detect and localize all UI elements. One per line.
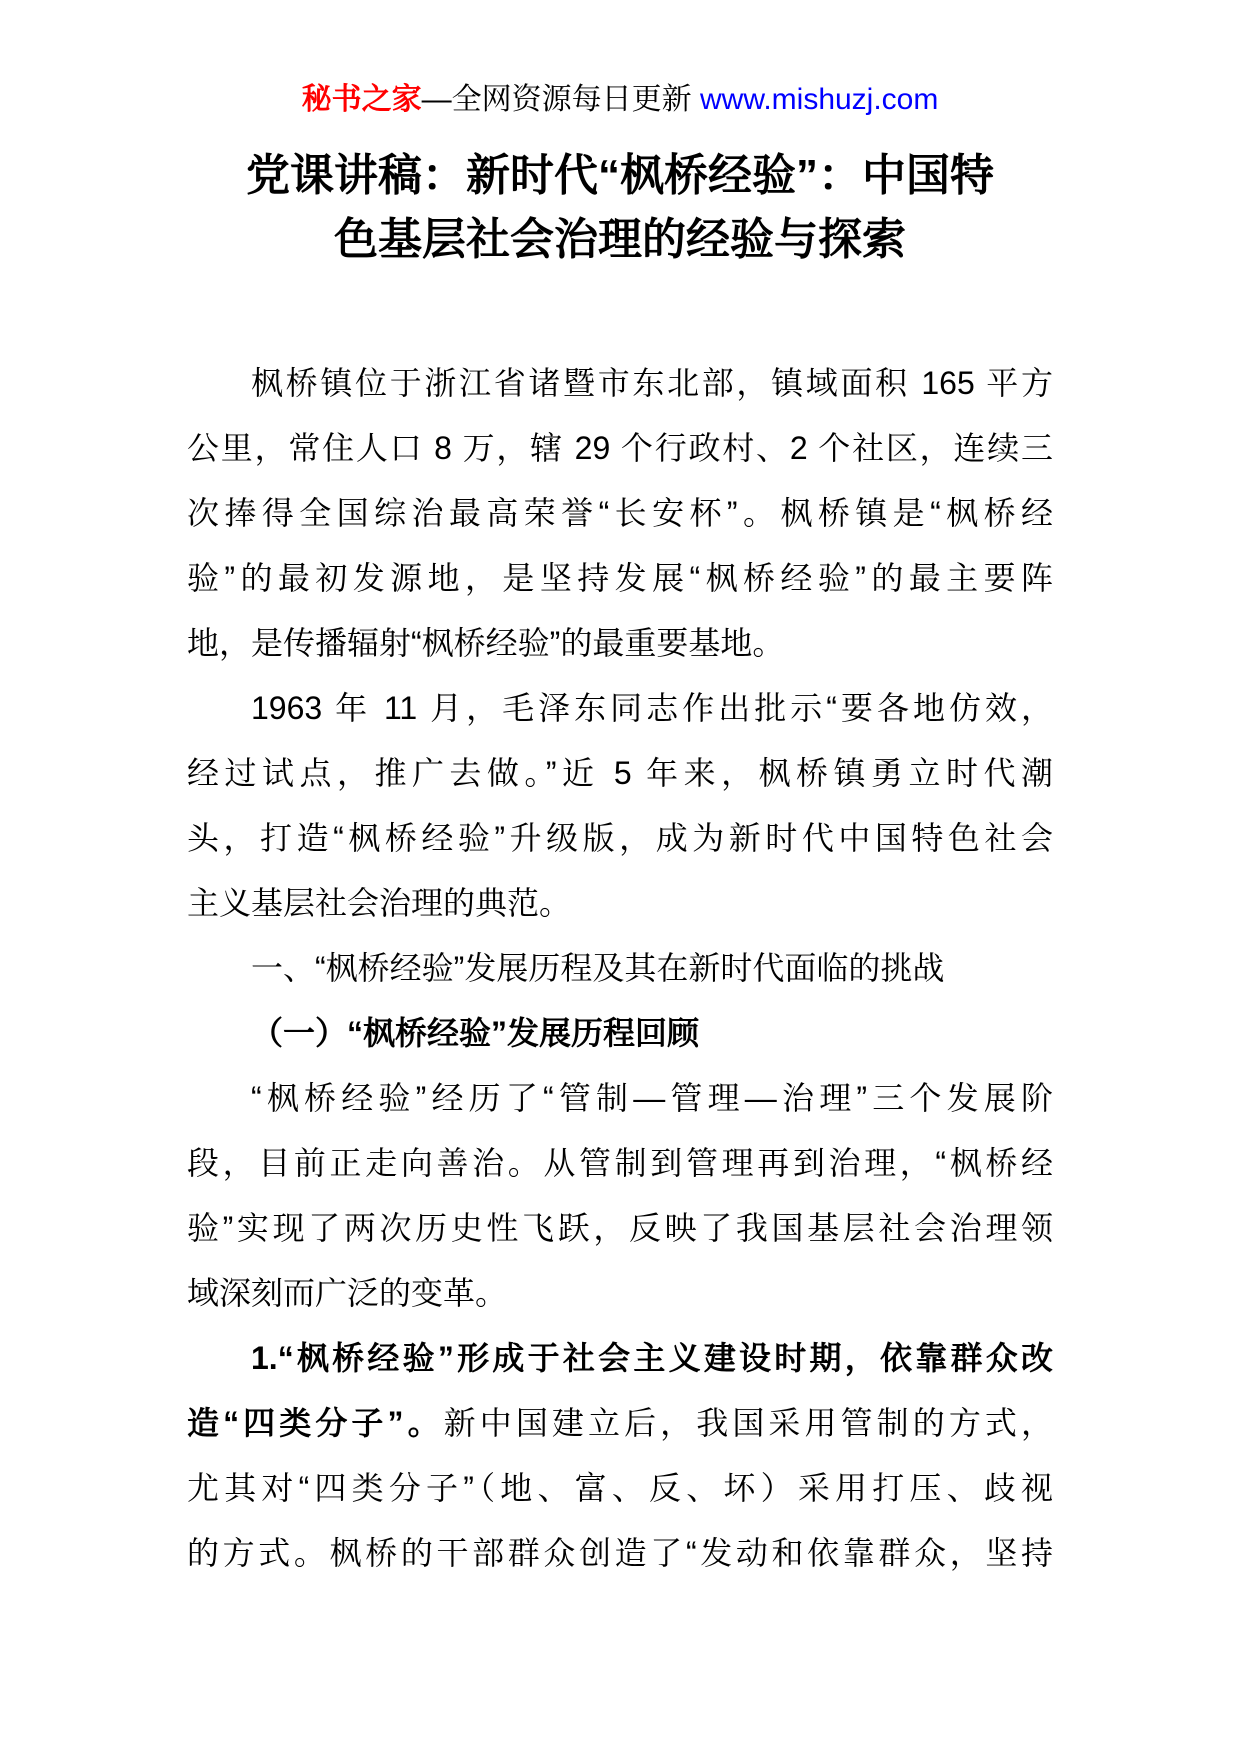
header-separator-text: —全网资源每日更新	[421, 83, 700, 116]
text-line	[187, 611, 1053, 676]
site-header	[0, 80, 1240, 120]
site-brand: 秘书之家	[301, 83, 422, 116]
text-segment: 1963 年 11 月，毛泽东同志作出批示“要各地仿效，	[251, 690, 1053, 726]
text-segment: 次捧得全国综治最高荣誉“长安杯”。枫桥镇是“枫桥经	[187, 495, 1053, 531]
subsection-heading	[187, 1001, 1053, 1066]
text-segment: 主义基层社会治理的典范。	[187, 885, 572, 921]
text-line	[187, 1456, 1053, 1521]
text-line	[187, 1391, 1053, 1456]
text-line	[187, 481, 1053, 546]
text-line	[187, 1261, 1053, 1326]
text-segment: 验”实现了两次历史性飞跃，反映了我国基层社会治理领	[187, 1210, 1053, 1246]
title-line: 色基层社会治理的经验与探索	[334, 215, 906, 264]
document-body	[187, 351, 1053, 1586]
text-line	[187, 416, 1053, 481]
text-line	[187, 1326, 1053, 1391]
title-line: 党课讲稿：新时代“枫桥经验”：中国特	[246, 151, 994, 200]
text-segment: 段，目前正走向善治。从管制到管理再到治理，“枫桥经	[187, 1145, 1053, 1181]
text-segment: 尤其对“四类分子”（地、富、反、坏）采用打压、歧视	[187, 1470, 1053, 1506]
bold-text-segment: （一）“枫桥经验”发展历程回顾	[251, 1015, 700, 1051]
text-segment: 公里，常住人口 8 万，辖 29 个行政村、2 个社区，连续三	[187, 430, 1053, 466]
text-line	[187, 1196, 1053, 1261]
text-segment: 新中国建立后，我国采用管制的方式，	[443, 1405, 1053, 1441]
text-line	[187, 1131, 1053, 1196]
text-line	[187, 546, 1053, 611]
text-segment: 验”的最初发源地，是坚持发展“枫桥经验”的最主要阵	[187, 560, 1053, 596]
text-segment: 一、“枫桥经验”发展历程及其在新时代面临的挑战	[251, 950, 945, 986]
section-heading	[187, 936, 1053, 1001]
text-line	[187, 741, 1053, 806]
text-segment: 经过试点，推广去做。”近 5 年来，枫桥镇勇立时代潮	[187, 755, 1053, 791]
text-line	[187, 676, 1053, 741]
text-line	[187, 1521, 1053, 1586]
document-title	[0, 144, 1240, 272]
text-segment: 地，是传播辐射“枫桥经验”的最重要基地。	[187, 625, 785, 661]
text-segment: 的方式。枫桥的干部群众创造了“发动和依靠群众，坚持	[187, 1535, 1053, 1571]
text-segment: “枫桥经验”经历了“管制—管理—治理”三个发展阶	[251, 1080, 1053, 1116]
text-line	[187, 351, 1053, 416]
text-line	[187, 806, 1053, 871]
text-line	[187, 871, 1053, 936]
text-segment: 域深刻而广泛的变革。	[187, 1275, 508, 1311]
text-segment: 枫桥镇位于浙江省诸暨市东北部，镇域面积 165 平方	[251, 365, 1053, 401]
bold-text-segment: 造“四类分子”。	[187, 1405, 444, 1441]
bold-text-segment: 1.“枫桥经验”形成于社会主义建设时期，依靠群众改	[251, 1340, 1053, 1376]
site-url-link[interactable]: www.mishuzj.com	[699, 83, 939, 116]
text-line	[187, 1066, 1053, 1131]
text-segment: 头，打造“枫桥经验”升级版，成为新时代中国特色社会	[187, 820, 1053, 856]
